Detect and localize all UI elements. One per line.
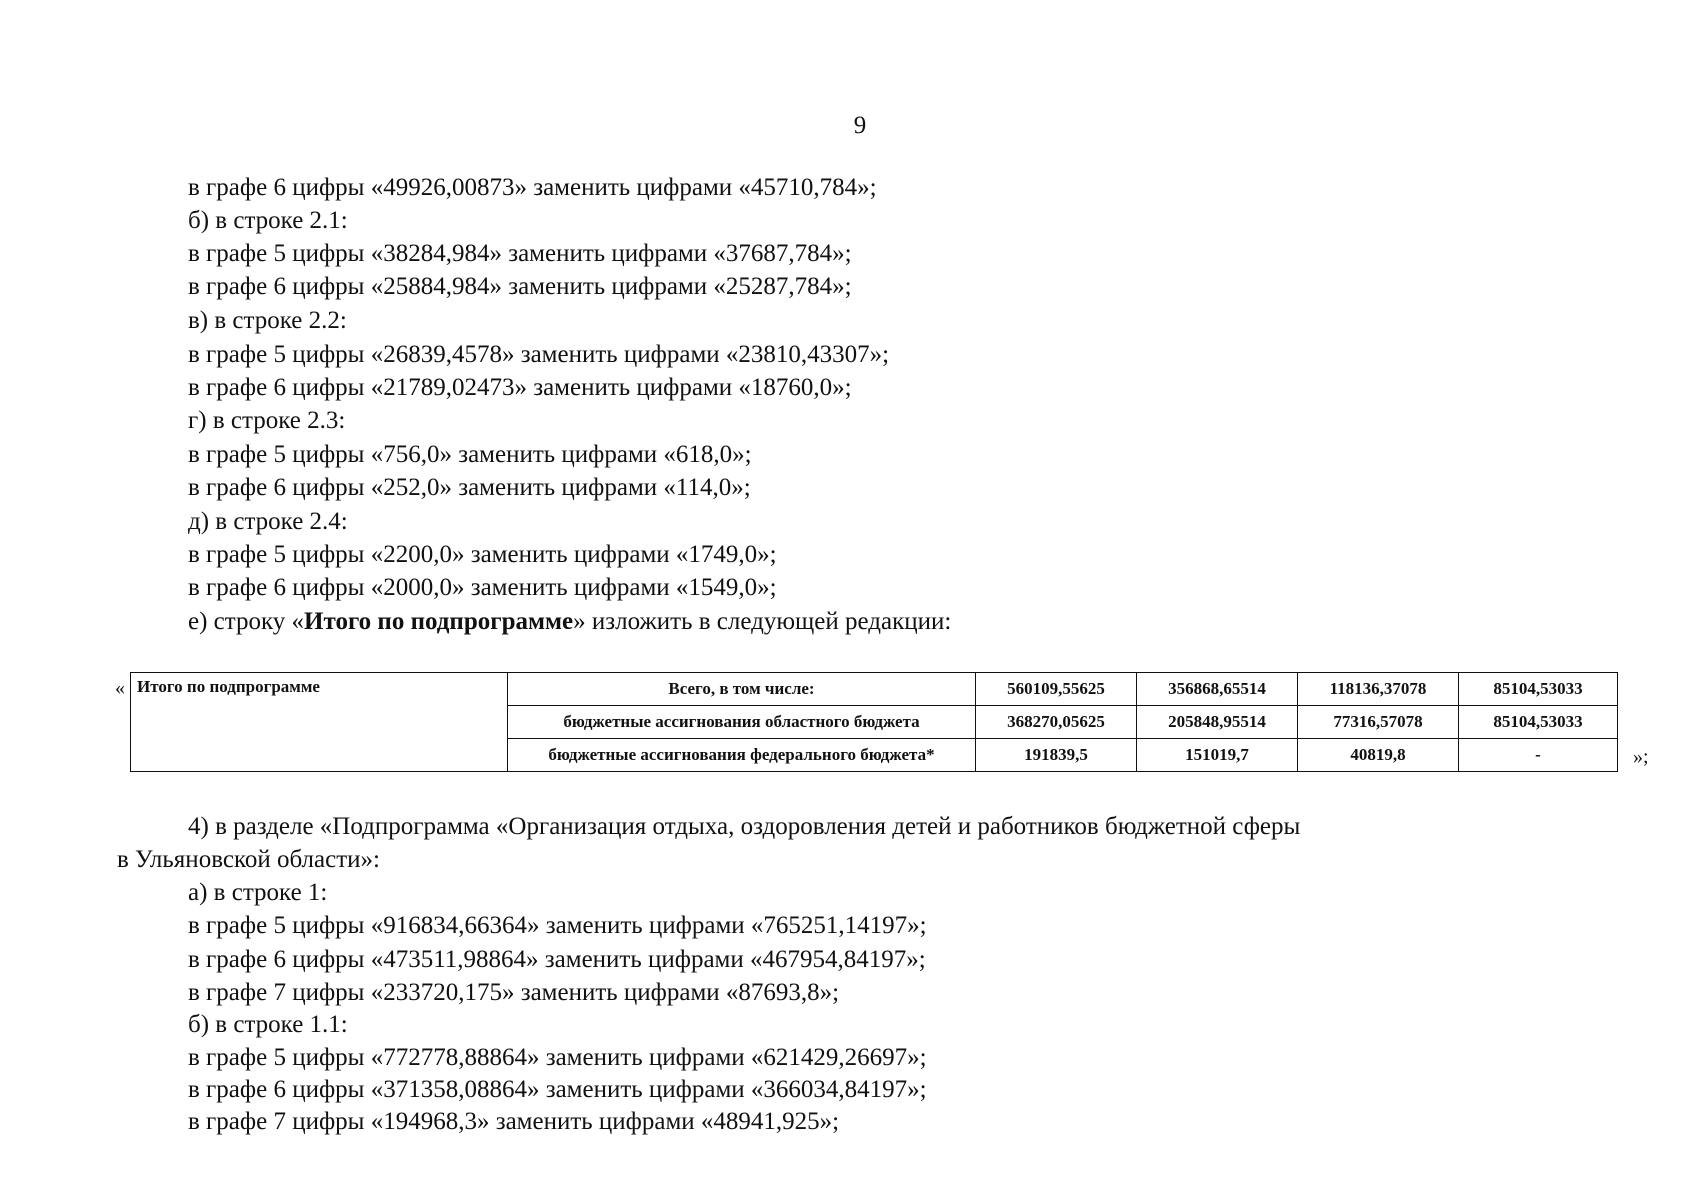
text-line: б) в строке 1.1:: [188, 1011, 348, 1038]
text-line: в графе 6 цифры «25884,984» заменить цифрами «25287,784»;: [188, 273, 852, 300]
table-close-quote: »;: [1633, 746, 1649, 768]
text-line: д) в строке 2.4:: [188, 508, 348, 535]
text-line: в графе 6 цифры «371358,08864» заменить цифрами «366034,84197»;: [188, 1076, 927, 1103]
table-open-quote: «: [115, 677, 125, 699]
category-cell: Всего, в том числе:: [508, 673, 976, 706]
budget-table: [130, 672, 1618, 772]
item-e-prefix: е) строку «: [188, 608, 305, 635]
category-cell: бюджетные ассигнования федерального бюджета*: [508, 739, 976, 772]
value-cell: 560109,55625: [976, 673, 1137, 706]
text-line: в графе 5 цифры «772778,88864» заменить цифрами «621429,26697»;: [188, 1044, 927, 1071]
value-cell: 40819,8: [1298, 739, 1459, 772]
value-cell: 151019,7: [1137, 739, 1298, 772]
text-line: б) в строке 2.1:: [188, 207, 348, 234]
text-line: в графе 6 цифры «252,0» заменить цифрами «114,0»;: [188, 474, 751, 501]
text-line: в графе 7 цифры «233720,175» заменить цифрами «87693,8»;: [188, 979, 840, 1006]
row-title-cell: Итого по подпрограмме: [131, 673, 508, 772]
text-line: в графе 5 цифры «916834,66364» заменить цифрами «765251,14197»;: [188, 912, 927, 939]
text-line: в графе 5 цифры «2200,0» заменить цифрами «1749,0»;: [188, 541, 777, 568]
text-line: в графе 5 цифры «26839,4578» заменить цифрами «23810,43307»;: [188, 341, 890, 368]
item-e-line: [188, 605, 951, 638]
value-cell: -: [1459, 739, 1618, 772]
text-line: в) в строке 2.2:: [188, 307, 347, 334]
text-line: г) в строке 2.3:: [188, 407, 346, 434]
text-line: в графе 5 цифры «38284,984» заменить цифрами «37687,784»;: [188, 240, 852, 267]
value-cell: 356868,65514: [1137, 673, 1298, 706]
value-cell: 191839,5: [976, 739, 1137, 772]
value-cell: 85104,53033: [1459, 706, 1618, 739]
category-cell: бюджетные ассигнования областного бюджета: [508, 706, 976, 739]
text-line: в графе 5 цифры «756,0» заменить цифрами «618,0»;: [188, 441, 752, 468]
item-e-bold: Итого по подпрограмме: [304, 608, 574, 635]
value-cell: 368270,05625: [976, 706, 1137, 739]
value-cell: 118136,37078: [1298, 673, 1459, 706]
text-line: в графе 6 цифры «473511,98864» заменить цифрами «467954,84197»;: [188, 946, 926, 973]
section-4-heading-line2: в Ульяновской области»:: [117, 846, 380, 873]
value-cell: 205848,95514: [1137, 706, 1298, 739]
table-row: [131, 673, 1618, 706]
item-e-suffix: » изложить в следующей редакции:: [573, 608, 952, 635]
text-line: в графе 6 цифры «2000,0» заменить цифрами «1549,0»;: [188, 574, 777, 601]
section-4-heading-line1: 4) в разделе «Подпрограмма «Организация отдыха, оздоровления детей и работников бюджетной сферы: [188, 813, 1301, 840]
text-line: в графе 7 цифры «194968,3» заменить цифрами «48941,925»;: [188, 1108, 840, 1135]
text-line: в графе 6 цифры «49926,00873» заменить цифрами «45710,784»;: [188, 174, 877, 201]
value-cell: 85104,53033: [1459, 673, 1618, 706]
page-number: 9: [853, 112, 867, 139]
text-line: в графе 6 цифры «21789,02473» заменить цифрами «18760,0»;: [188, 374, 852, 401]
text-line: а) в строке 1:: [188, 879, 328, 906]
value-cell: 77316,57078: [1298, 706, 1459, 739]
